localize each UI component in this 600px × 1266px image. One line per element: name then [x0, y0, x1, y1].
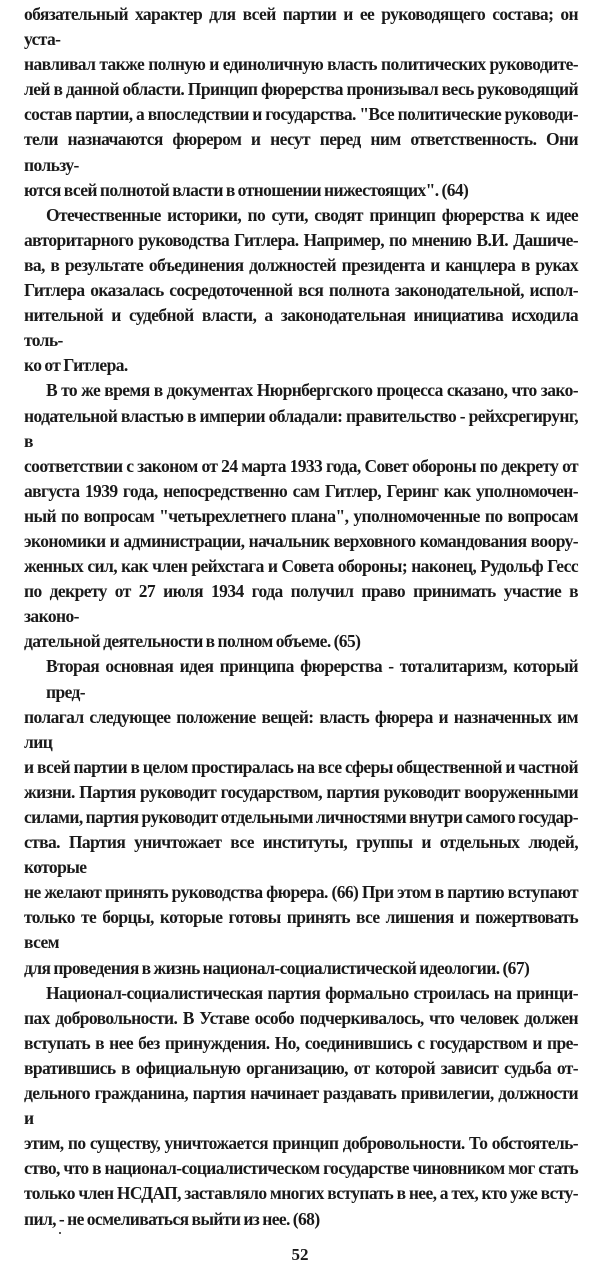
text-line: полагал следующее положение вещей: власть фюрера и назначенных им лиц	[24, 706, 578, 752]
text-line: для проведения в жизнь национал-социалистической идеологии. (67)	[24, 957, 530, 978]
text-line: авторитарного руководства Гитлера. Например, по мнению В.И. Дашиче-	[24, 229, 578, 250]
text-line: Гитлера оказалась сосредоточенной вся полнота законодательной, испол-	[24, 280, 578, 301]
text-line: этим, по существу, уничтожается принцип добровольности. То обстоятель-	[24, 1133, 578, 1154]
text-line: состав партии, а впоследствии и государства. "Все политические руководи-	[24, 104, 578, 125]
text-line: ный по вопросам "четырехлетнего плана", уполномоченные по вопросам	[24, 505, 578, 526]
text-line: лей в данной области. Принцип фюрерства пронизывал весь руководящий	[24, 79, 578, 100]
text-line: дательной деятельности в полном объеме. (65)	[24, 631, 361, 652]
paragraph	[24, 981, 578, 1232]
page-body-text	[24, 0, 578, 1232]
text-line: Вторая основная идея принципа фюрерства - тоталитаризм, который пред-	[46, 656, 578, 702]
text-line: силами, партия руководит отдельными личностями внутри самого государ-	[24, 807, 578, 827]
text-line: по декрету от 27 июля 1934 года получил право принимать участие в законо-	[24, 581, 578, 627]
text-line: В то же время в документах Нюрнбергского процесса сказано, что зако-	[46, 380, 578, 401]
text-line: нодательной властью в империи обладали: правительство - рейхсрегирунг, в	[24, 405, 578, 451]
paragraph	[24, 378, 578, 654]
text-line: Отечественные историки, по сути, сводят принцип фюрерства к идее	[46, 204, 578, 225]
text-line: пах добровольности. В Уставе особо подчеркивалось, что человек должен	[24, 1007, 578, 1028]
text-line: женных сил, как член рейхстага и Совета обороны; наконец, Рудольф Гесс	[24, 556, 578, 577]
text-line: экономики и администрации, начальник верховного командования воору-	[24, 530, 578, 551]
text-line: только член НСДАП, заставляло многих вступать в нее, а тех, кто уже всту-	[24, 1183, 578, 1204]
text-line: нительной и судебной власти, а законодательная инициатива исходила толь-	[24, 305, 578, 351]
paragraph	[24, 2, 578, 203]
text-line: дельного гражданина, партия начинает раздавать привилегии, должности и	[24, 1083, 578, 1129]
text-line: навливал также полную и единоличную власть политических руководите-	[24, 54, 578, 75]
text-line: пил, - не осмеливаться выйти из нее. (68)	[24, 1208, 320, 1229]
text-line: тели назначаются фюрером и несут перед ним ответственность. Они пользу-	[24, 129, 578, 175]
text-line: Национал-социалистическая партия формально строилась на принци-	[46, 982, 578, 1003]
text-line: вратившись в официальную организацию, от которой зависит судьба от-	[24, 1057, 578, 1078]
text-line: не желают принять руководства фюрера. (66) При этом в партию вступают	[24, 882, 578, 903]
paragraph	[24, 203, 578, 379]
text-line: ко от Гитлера.	[24, 355, 128, 376]
text-line: обязательный характер для всей партии и ее руководящего состава; он уста-	[24, 4, 578, 50]
text-line: августа 1939 года, непосредственно сам Гитлер, Геринг как уполномочен-	[24, 480, 578, 501]
text-line: ются всей полнотой власти в отношении нижестоящих". (64)	[24, 179, 469, 200]
text-line: и всей партии в целом простиралась на все сферы общественной и частной	[24, 756, 578, 777]
text-line: ва, в результате объединения должностей президента и канцлера в руках	[24, 254, 578, 275]
text-line: ство, что в национал-социалистическом государстве чиновником мог стать	[24, 1158, 578, 1179]
text-line: ства. Партия уничтожает все институты, группы и отдельных людей, которые	[24, 832, 578, 878]
text-line: соответствии с законом от 24 марта 1933 года, Совет обороны по декрету от	[24, 455, 578, 476]
text-line: вступать в нее без принуждения. Но, соединившись с государством и пре-	[24, 1032, 578, 1053]
text-line: только те борцы, которые готовы принять все лишения и пожертвовать всем	[24, 907, 578, 953]
page-number: 52	[291, 1244, 309, 1264]
scan-speck	[59, 1232, 61, 1234]
paragraph	[24, 654, 578, 980]
text-line: жизни. Партия руководит государством, партия руководит вооруженными	[24, 781, 578, 802]
